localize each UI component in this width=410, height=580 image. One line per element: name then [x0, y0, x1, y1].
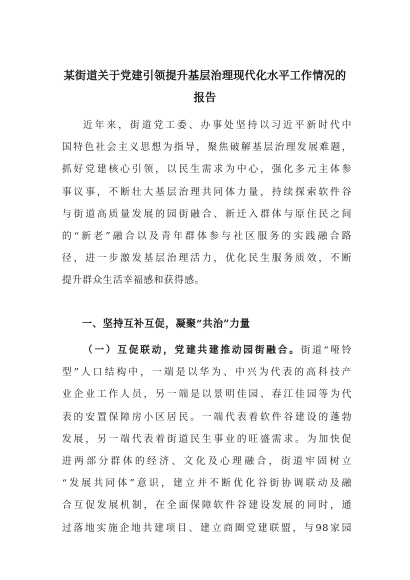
section-heading: 一、坚持互补互促，凝聚“共治”力量 — [82, 319, 251, 330]
intro-line: 抓好党建核心引领，以民生需求为中心，强化多元主体参 — [62, 164, 352, 176]
subsection-line: 表的安置保障房小区居民。一端代表着软件谷建设的蓬勃 — [62, 411, 352, 423]
document-title-line2: 报告 — [193, 91, 217, 104]
intro-line: 国特色社会主义思想为指导，聚焦破解基层治理发展难题， — [62, 142, 352, 154]
intro-line: 径，进一步激发基层治理活力，优化民生服务质效，不断 — [62, 253, 352, 265]
intro-line: 与街道高质量发展的园街融合、新迁入群体与原住民之间 — [62, 208, 352, 220]
subsection-label: （一）互促联动，党建共建推动园街融合。 — [83, 345, 301, 356]
subsection-line: 发展，另一端代表着街道民生事业的旺盛需求。为加快促 — [62, 433, 352, 445]
subsection-line: “发展共同体”意识，建立并不断优化谷街协调联动及融 — [62, 478, 352, 490]
intro-line: 近年来，街道党工委、办事处坚持以习近平新时代中 — [83, 120, 352, 131]
subsection-line: 进两部分群体的经济、文化及心理融合，街道牢固树立 — [62, 456, 352, 468]
subsection-first-line — [62, 340, 352, 362]
document-title-line1: 某街道关于党建引领提升基层治理现代化水平工作情况的 — [63, 69, 347, 82]
intro-line: 事议事，不断壮大基层治理共同体力量，持续探索软件谷 — [62, 186, 352, 198]
subsection-line: 过落地实施企地共建项目、建立商圈党建联盟，与98家园 — [62, 522, 352, 534]
subsection-line: 合互促发展机制，在全面保障软件谷建设发展的同时，通 — [62, 500, 352, 512]
subsection-paragraph — [62, 340, 352, 540]
subsection-first-line-rest: 街道“哑铃 — [300, 345, 353, 356]
subsection-line: 业企业工作人员，另一端是以景明佳园、春江佳园等为代 — [62, 389, 352, 401]
subsection-line: 型”人口结构中，一端是以华为、中兴为代表的高科技产 — [62, 367, 352, 379]
intro-line: 提升群众生活幸福感和获得感。 — [62, 275, 205, 287]
intro-line: 的“新老”融合以及青年群体参与社区服务的实践融合路 — [62, 231, 352, 243]
intro-paragraph — [62, 115, 352, 293]
